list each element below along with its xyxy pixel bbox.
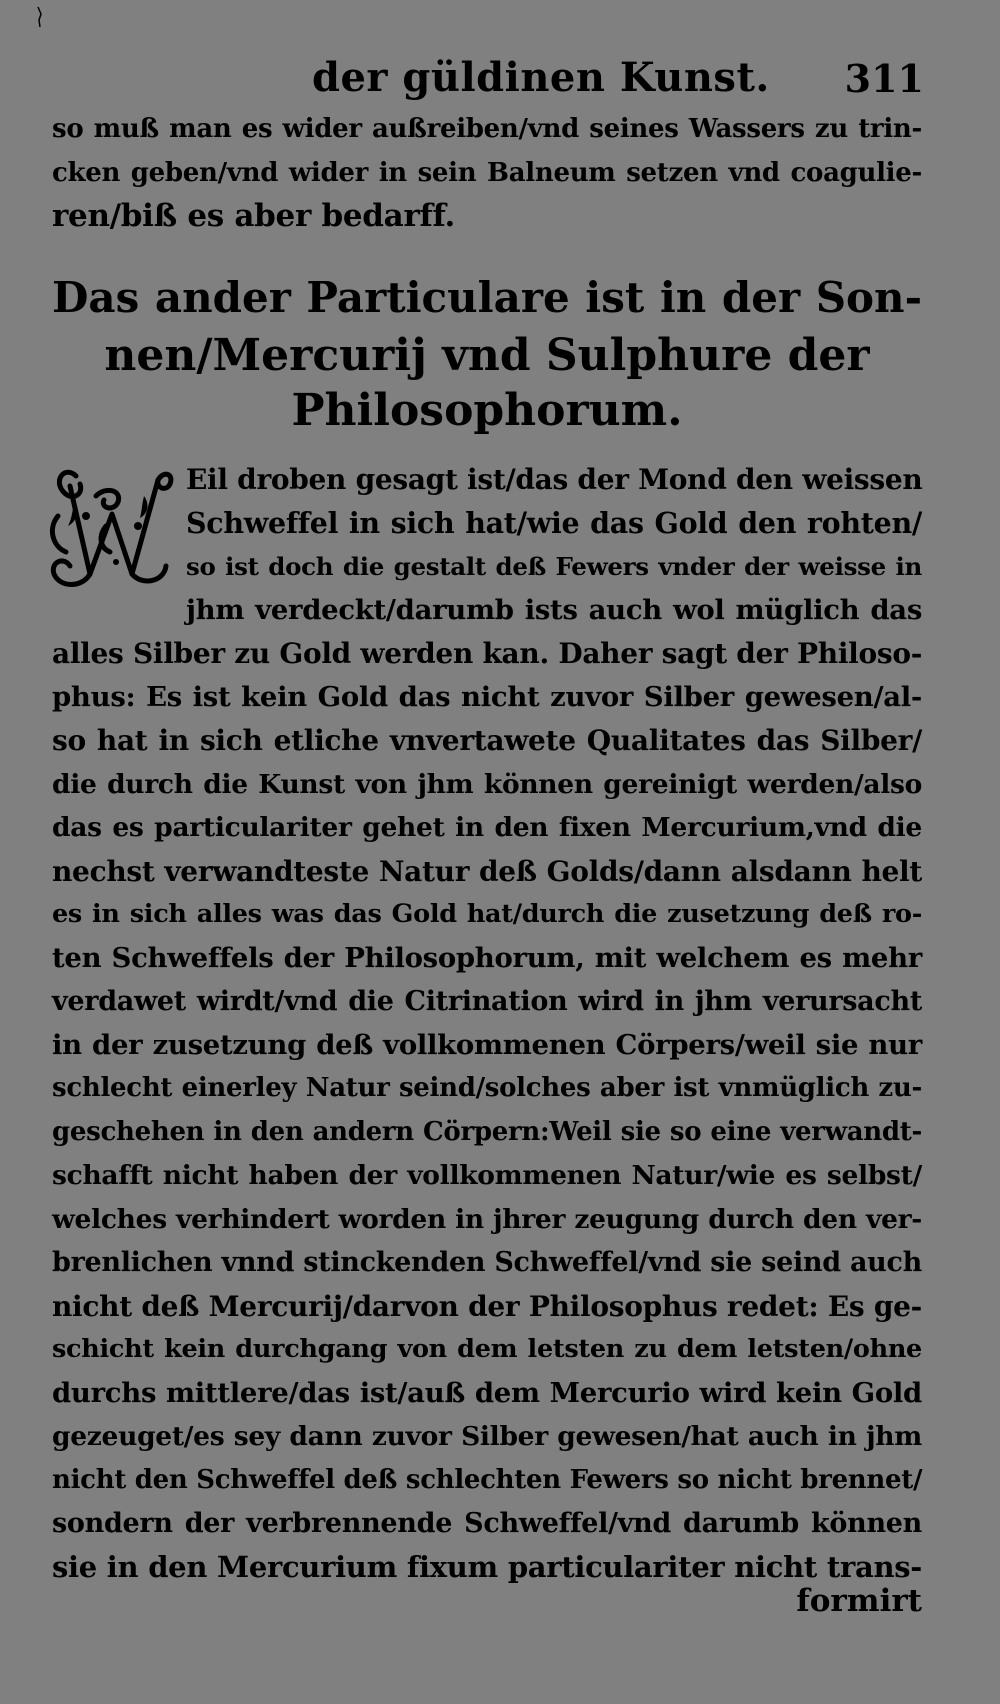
scan-speck-icon bbox=[34, 6, 44, 28]
heading-line: Das ander Particulare ist in der Son- bbox=[52, 273, 922, 322]
text-line: so ist doch die gestalt deß Fewers vnder der weisse in bbox=[186, 552, 922, 581]
text-line: das es particulariter gehet in den fixen Mercurium,vnd die bbox=[52, 812, 922, 843]
text-line: es in sich alles was das Gold hat/durch die zusetzung deß ro- bbox=[52, 899, 922, 929]
text-line: sondern der verbrennende Schweffel/vnd darumb können bbox=[52, 1508, 922, 1539]
catchword: formirt bbox=[796, 1583, 922, 1619]
text-line: nicht den Schweffel deß schlechten Fewers so nicht brennet/ bbox=[52, 1464, 923, 1495]
text-line: verdawet wirdt/vnd die Citrination wird in jhm verursacht bbox=[52, 986, 922, 1017]
running-title: der güldinen Kunst. bbox=[312, 54, 770, 101]
text-line: nechst verwandteste Natur deß Golds/dann alsdann helt bbox=[52, 854, 922, 888]
text-line: durchs mittlere/das ist/auß dem Mercurio wird kein Gold bbox=[52, 1376, 922, 1409]
text-line: welches verhindert worden in jhrer zeugung durch den ver- bbox=[52, 1203, 922, 1235]
text-line: in der zusetzung deß vollkommenen Cörpers/weil sie nur bbox=[52, 1028, 922, 1061]
ornamental-initial-w-icon bbox=[46, 456, 176, 596]
intro-paragraph bbox=[52, 108, 922, 239]
text-line: nicht deß Mercurij/darvon der Philosophus redet: Es ge- bbox=[52, 1289, 922, 1323]
heading-line: nen/Mercurij vnd Sulphure der bbox=[104, 330, 870, 381]
section-heading bbox=[52, 268, 922, 438]
text-line: schicht kein durchgang von dem letsten zu dem letsten/ohne bbox=[52, 1334, 922, 1364]
text-line: schlecht einerley Natur seind/solches aber ist vnmüglich zu- bbox=[52, 1073, 922, 1103]
text-line: die durch die Kunst von jhm können gereinigt werden/also bbox=[52, 768, 922, 800]
text-line: schafft nicht haben der vollkommenen Natur/wie es selbst/ bbox=[52, 1160, 922, 1191]
heading-line: Philosophorum. bbox=[291, 385, 683, 436]
text-line: Eil droben gesagt ist/das der Mond den weissen bbox=[186, 463, 923, 496]
text-line: cken geben/vnd wider in sein Balneum setzen vnd coagulie- bbox=[52, 157, 922, 188]
page-header bbox=[60, 54, 932, 110]
text-line: gezeuget/es sey dann zuvor Silber gewesen/hat auch in jhm bbox=[52, 1421, 922, 1452]
text-line: sie in den Mercurium fixum particulariter nicht trans- bbox=[52, 1549, 922, 1584]
body-paragraph bbox=[52, 632, 922, 1589]
text-line: so hat in sich etliche vnvertawete Qualitates das Silber/ bbox=[52, 724, 922, 757]
text-line: so muß man es wider außreiben/vnd seines Wassers zu trin- bbox=[52, 114, 922, 144]
text-line: phus: Es ist kein Gold das nicht zuvor Silber gewesen/al- bbox=[52, 680, 922, 713]
text-line: ren/biß es aber bedarff. bbox=[52, 198, 455, 234]
text-line: ten Schweffels der Philosophorum, mit welchem es mehr bbox=[52, 941, 922, 974]
drop-cap-paragraph-lines bbox=[186, 458, 922, 632]
text-line: brenlichen vnnd stinckenden Schweffel/vnd sie seind auch bbox=[52, 1247, 922, 1278]
text-line: geschehen in den andern Cörpern:Weil sie so eine verwandt- bbox=[52, 1116, 922, 1147]
text-line: jhm verdeckt/darumb ists auch wol müglich das bbox=[186, 593, 922, 626]
page-number: 311 bbox=[844, 56, 924, 101]
text-line: Schweffel in sich hat/wie das Gold den rohten/ bbox=[186, 505, 922, 540]
text-line: alles Silber zu Gold werden kan. Daher sagt der Philoso- bbox=[52, 637, 923, 670]
